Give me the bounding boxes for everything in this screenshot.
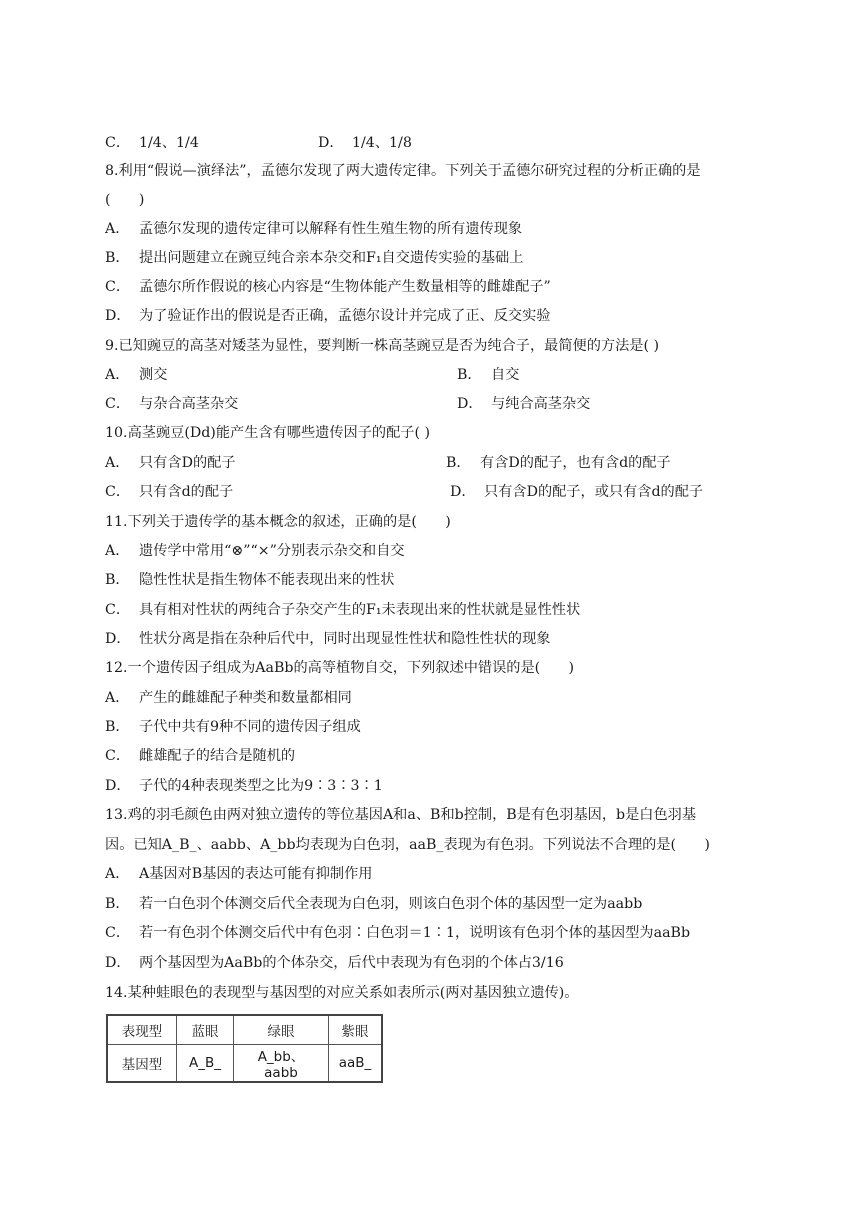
q12-option-a (105, 687, 352, 707)
q7-option-d (318, 132, 412, 152)
option-text: 孟德尔所作假说的核心内容是“生物体能产生数量相等的雌雄配子” (139, 279, 551, 295)
table-cell: A_B_ (177, 1045, 234, 1083)
option-text: 遗传学中常用“⊗”“×”分别表示杂交和自交 (139, 543, 405, 559)
option-label: A． (105, 455, 130, 471)
q13-option-d (105, 952, 564, 972)
q9-stem: 9.已知豌豆的高茎对矮茎为显性，要判断一株高茎豌豆是否为纯合子，最简便的方法是( ) (105, 338, 660, 354)
option-label: A． (105, 543, 130, 559)
option-text: 只有含d的配子 (139, 484, 234, 500)
option-text: 有含D的配子，也有含d的配子 (480, 455, 671, 471)
q13-stem-line-1: 13.鸡的羽毛颜色由两对独立遗传的等位基因A和a、B和b控制，B是有色羽基因，b是白色羽基 (105, 807, 697, 823)
option-text: 雌雄配子的结合是随机的 (139, 748, 296, 764)
option-text: 测交 (139, 367, 168, 383)
option-text: 两个基因型为AaBb的个体杂交，后代中表现为有色羽的个体占3/16 (139, 955, 564, 971)
option-text: 若一白色羽个体测交后代全表现为白色羽，则该白色羽个体的基因型一定为aabb (139, 896, 643, 912)
option-text: 子代的4种表现类型之比为9∶3∶3∶1 (139, 778, 383, 794)
table-cell: 紫眼 (329, 1015, 383, 1045)
option-text: 具有相对性状的两纯合子杂交产生的F₁未表现出来的性状就是显性性状 (139, 602, 581, 618)
table-cell: 表现型 (107, 1015, 177, 1045)
option-label: D． (105, 631, 131, 647)
option-label: B． (446, 455, 471, 471)
option-label: C． (105, 484, 131, 500)
option-label: A． (105, 367, 130, 383)
table-cell: 蓝眼 (177, 1015, 234, 1045)
option-label: D． (457, 396, 483, 412)
q10-option-d (450, 481, 703, 501)
table-row (107, 1045, 382, 1083)
option-label: B． (105, 719, 130, 735)
option-label: B． (457, 367, 482, 383)
option-text: 性状分离是指在杂种后代中，同时出现显性性状和隐性性状的现象 (139, 631, 551, 647)
q13-stem-line-2: 因。已知A_B_、aabb、A_bb均表现为白色羽，aaB_表现为有色羽。下列说法不合理的是( ) (105, 837, 710, 853)
q7-option-c (105, 132, 199, 152)
q9-option-c (105, 393, 238, 413)
q13-option-a (105, 863, 373, 883)
q11-option-b (105, 569, 394, 589)
option-text: 若一有色羽个体测交后代中有色羽∶白色羽＝1∶1，说明该有色羽个体的基因型为aaBb (139, 925, 691, 941)
option-label: A． (105, 866, 130, 882)
option-label: C． (105, 396, 131, 412)
option-label: C． (105, 135, 131, 151)
q13-option-b (105, 893, 642, 913)
option-text: 为了验证作出的假说是否正确，孟德尔设计并完成了正、反交实验 (139, 308, 551, 324)
q8-option-a (105, 218, 522, 238)
option-text: 只有含D的配子，或只有含d的配子 (484, 484, 704, 500)
table-row (107, 1015, 382, 1045)
option-text: 与纯合高茎杂交 (491, 396, 591, 412)
q11-option-d (105, 628, 550, 648)
q10-option-c (105, 481, 233, 501)
option-label: D． (318, 135, 344, 151)
option-text: 隐性性状是指生物体不能表现出来的性状 (139, 572, 395, 588)
option-label: C． (105, 602, 131, 618)
q8-paren: ( ) (105, 192, 145, 208)
q12-stem: 12.一个遗传因子组成为AaBb的高等植物自交，下列叙述中错误的是( ) (105, 660, 575, 676)
option-label: A． (105, 221, 130, 237)
q10-option-a (105, 452, 236, 472)
option-text: 只有含D的配子 (139, 455, 236, 471)
q9-option-a (105, 364, 167, 384)
option-label: D． (105, 955, 131, 971)
eye-color-table (106, 1014, 383, 1083)
option-label: D． (450, 484, 476, 500)
option-label: B． (105, 250, 130, 266)
option-text: 与杂合高茎杂交 (139, 396, 239, 412)
q10-option-b (446, 452, 671, 472)
q11-option-a (105, 540, 405, 560)
q14-stem: 14.某种蛙眼色的表现型与基因型的对应关系如表所示(两对基因独立遗传)。 (105, 985, 579, 1001)
q10-stem: 10.高茎豌豆(Dd)能产生含有哪些遗传因子的配子( ) (105, 425, 431, 441)
option-label: C． (105, 279, 131, 295)
table-cell: 绿眼 (234, 1015, 329, 1045)
option-text: A基因对B基因的表达可能有抑制作用 (139, 866, 373, 882)
option-label: A． (105, 690, 130, 706)
option-label: B． (105, 896, 130, 912)
q13-option-c (105, 922, 690, 942)
option-text: 提出问题建立在豌豆纯合亲本杂交和F₁自交遗传实验的基础上 (139, 250, 524, 266)
option-label: C． (105, 748, 131, 764)
q8-option-c (105, 276, 551, 296)
option-text: 孟德尔发现的遗传定律可以解释有性生殖生物的所有遗传现象 (139, 221, 523, 237)
option-text: 子代中共有9种不同的遗传因子组成 (139, 719, 361, 735)
q11-stem: 11.下列关于遗传学的基本概念的叙述，正确的是( ) (105, 514, 451, 530)
table-cell: A_bb、aabb (234, 1045, 329, 1083)
option-label: B． (105, 572, 130, 588)
q12-option-c (105, 745, 295, 765)
q8-option-d (105, 305, 550, 325)
table-cell: aaB_ (329, 1045, 383, 1083)
option-label: D． (105, 778, 131, 794)
option-text: 产生的雌雄配子种类和数量都相同 (139, 690, 352, 706)
option-text: 1/4、1/8 (352, 135, 412, 151)
option-text: 1/4、1/4 (139, 135, 199, 151)
table-cell: 基因型 (107, 1045, 177, 1083)
q8-option-b (105, 247, 523, 267)
q9-option-d (457, 393, 590, 413)
q12-option-b (105, 716, 361, 736)
q8-stem: 8.利用“假说—演绎法”，孟德尔发现了两大遗传定律。下列关于孟德尔研究过程的分析正确的是 (105, 163, 701, 179)
option-label: C． (105, 925, 131, 941)
q9-option-b (457, 364, 519, 384)
option-label: D． (105, 308, 131, 324)
q12-option-d (105, 775, 383, 795)
q11-option-c (105, 599, 580, 619)
option-text: 自交 (491, 367, 520, 383)
